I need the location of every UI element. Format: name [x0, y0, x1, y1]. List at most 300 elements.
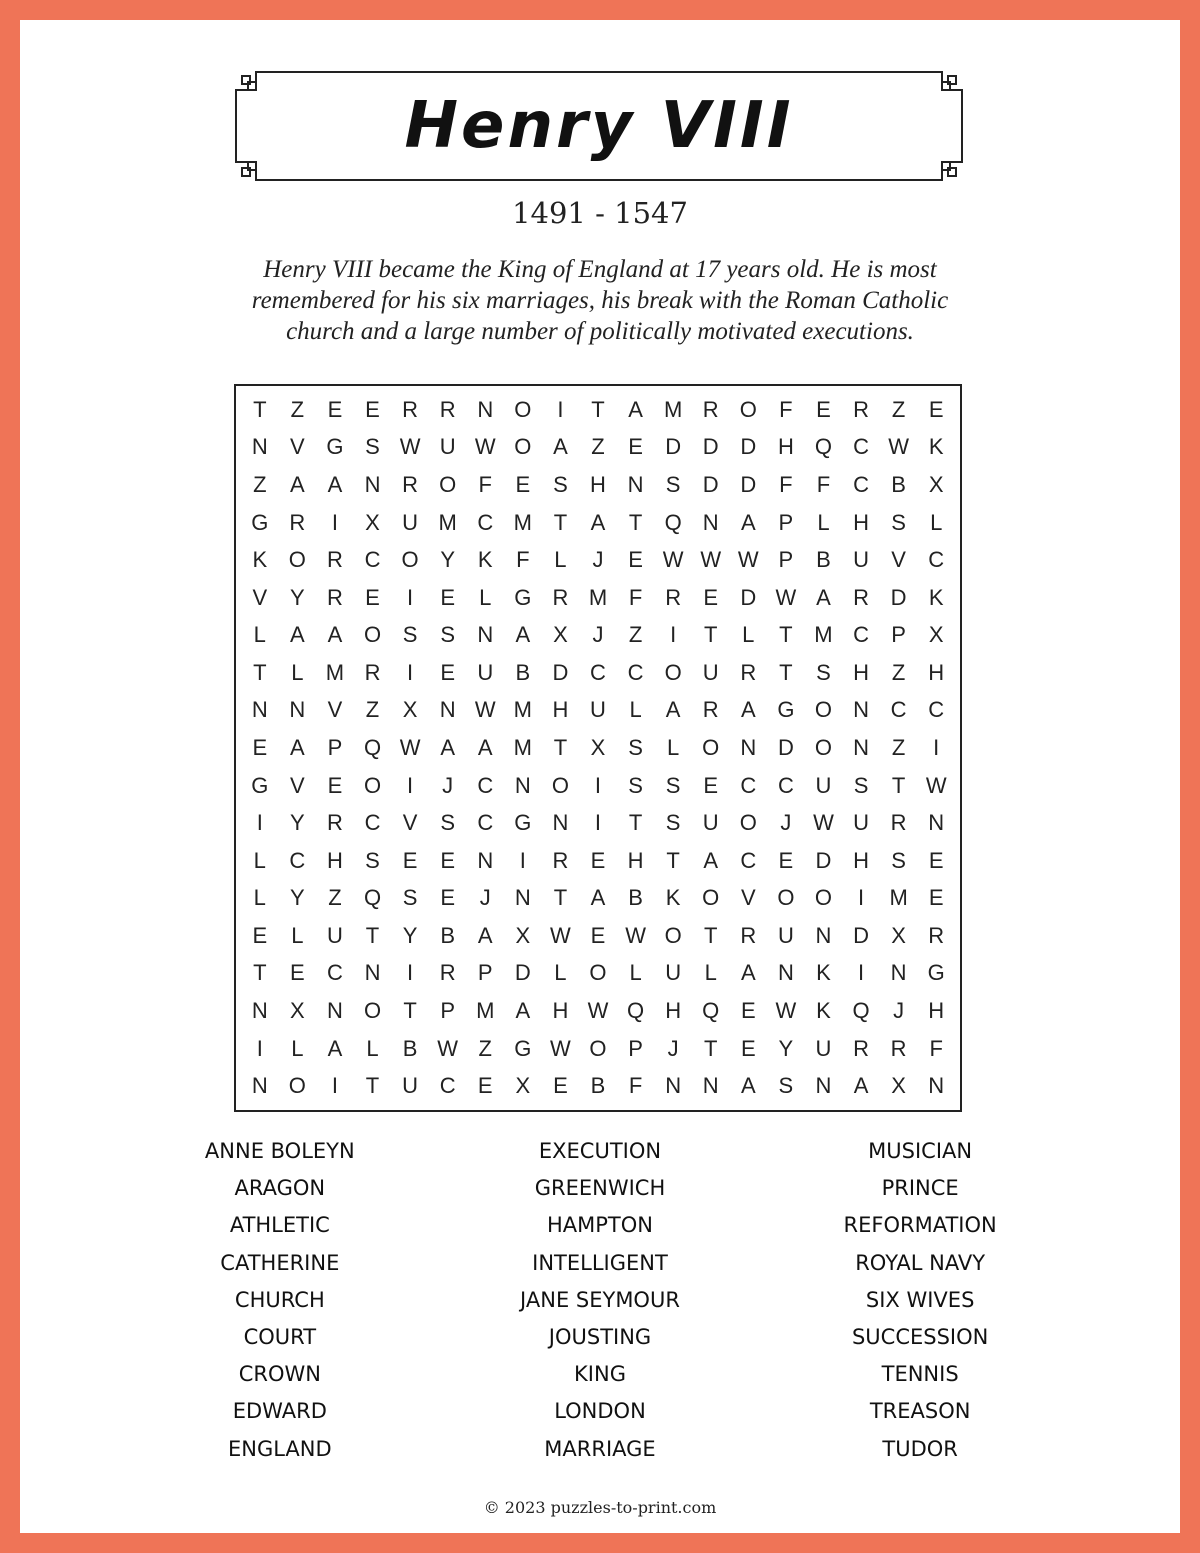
grid-letter[interactable]: L: [366, 1035, 379, 1061]
grid-letter[interactable]: D: [514, 960, 531, 986]
grid-letter[interactable]: W: [474, 697, 496, 723]
grid-letter[interactable]: O: [439, 471, 457, 497]
grid-letter[interactable]: D: [552, 659, 569, 685]
grid-letter[interactable]: A: [327, 622, 343, 648]
grid-letter[interactable]: R: [853, 1035, 869, 1061]
grid-letter[interactable]: I: [594, 772, 602, 798]
grid-letter[interactable]: S: [816, 659, 831, 685]
grid-letter[interactable]: W: [550, 1035, 571, 1061]
grid-letter[interactable]: A: [290, 622, 305, 648]
grid-letter[interactable]: E: [440, 885, 456, 911]
grid-letter[interactable]: O: [514, 434, 532, 460]
grid-letter[interactable]: H: [853, 509, 869, 535]
grid-letter[interactable]: N: [251, 1073, 268, 1099]
grid-letter[interactable]: O: [702, 734, 720, 760]
grid-letter[interactable]: E: [365, 396, 380, 422]
grid-letter[interactable]: X: [515, 1073, 531, 1099]
grid-letter[interactable]: A: [290, 471, 305, 497]
grid-letter[interactable]: A: [816, 584, 831, 610]
grid-letter[interactable]: Q: [627, 998, 645, 1024]
grid-letter[interactable]: E: [740, 1035, 756, 1061]
grid-letter[interactable]: U: [777, 922, 794, 948]
grid-letter[interactable]: I: [670, 622, 677, 648]
grid-letter[interactable]: V: [891, 547, 906, 573]
grid-letter[interactable]: C: [477, 509, 494, 535]
grid-letter[interactable]: M: [663, 396, 683, 422]
grid-letter[interactable]: R: [402, 396, 419, 422]
grid-letter[interactable]: S: [365, 434, 380, 460]
grid-letter[interactable]: H: [853, 847, 869, 873]
grid-letter[interactable]: R: [327, 584, 343, 610]
grid-letter[interactable]: Y: [290, 810, 305, 836]
grid-letter[interactable]: N: [364, 960, 381, 986]
grid-letter[interactable]: E: [440, 584, 456, 610]
grid-letter[interactable]: W: [700, 547, 722, 573]
grid-letter[interactable]: Z: [591, 434, 605, 460]
grid-letter[interactable]: N: [702, 509, 719, 535]
grid-letter[interactable]: K: [816, 960, 831, 986]
grid-letter[interactable]: L: [629, 960, 642, 986]
grid-letter[interactable]: W: [550, 922, 571, 948]
grid-letter[interactable]: R: [364, 659, 381, 685]
grid-letter[interactable]: A: [628, 396, 643, 422]
grid-letter[interactable]: J: [667, 1035, 679, 1061]
grid-letter[interactable]: F: [516, 547, 530, 573]
grid-letter[interactable]: L: [930, 509, 943, 535]
grid-letter[interactable]: Z: [328, 885, 342, 911]
grid-letter[interactable]: E: [816, 396, 831, 422]
grid-letter[interactable]: R: [890, 810, 907, 836]
grid-letter[interactable]: E: [327, 772, 343, 798]
grid-letter[interactable]: P: [778, 547, 794, 573]
grid-letter[interactable]: U: [853, 547, 869, 573]
grid-letter[interactable]: T: [704, 1035, 718, 1061]
grid-letter[interactable]: V: [327, 697, 343, 723]
grid-letter[interactable]: Y: [440, 547, 456, 573]
grid-letter[interactable]: H: [928, 659, 945, 685]
grid-letter[interactable]: G: [251, 772, 269, 798]
grid-letter[interactable]: P: [477, 960, 493, 986]
grid-letter[interactable]: C: [853, 622, 869, 648]
grid-letter[interactable]: N: [289, 697, 306, 723]
grid-letter[interactable]: A: [665, 697, 681, 723]
grid-letter[interactable]: K: [252, 547, 268, 573]
grid-letter[interactable]: C: [853, 471, 869, 497]
grid-letter[interactable]: E: [628, 434, 643, 460]
grid-letter[interactable]: C: [590, 659, 606, 685]
grid-letter[interactable]: C: [289, 847, 306, 873]
grid-letter[interactable]: Q: [814, 434, 833, 460]
grid-letter[interactable]: T: [779, 659, 793, 685]
grid-letter[interactable]: B: [590, 1073, 606, 1099]
grid-letter[interactable]: E: [928, 847, 944, 873]
grid-letter[interactable]: N: [251, 697, 268, 723]
grid-letter[interactable]: A: [740, 509, 756, 535]
grid-letter[interactable]: G: [777, 697, 795, 723]
grid-letter[interactable]: L: [253, 885, 266, 911]
grid-letter[interactable]: Q: [363, 734, 382, 760]
grid-letter[interactable]: H: [777, 434, 794, 460]
grid-letter[interactable]: F: [929, 1035, 943, 1061]
grid-letter[interactable]: M: [889, 885, 908, 911]
grid-letter[interactable]: E: [590, 922, 606, 948]
grid-letter[interactable]: Q: [852, 998, 870, 1024]
grid-letter[interactable]: I: [407, 772, 414, 798]
grid-letter[interactable]: A: [440, 734, 456, 760]
grid-letter[interactable]: H: [627, 847, 644, 873]
grid-letter[interactable]: I: [256, 810, 263, 836]
grid-letter[interactable]: S: [665, 471, 681, 497]
grid-letter[interactable]: S: [402, 622, 418, 648]
grid-letter[interactable]: R: [665, 584, 682, 610]
grid-letter[interactable]: B: [891, 471, 906, 497]
grid-letter[interactable]: S: [665, 810, 681, 836]
grid-letter[interactable]: O: [589, 960, 607, 986]
grid-letter[interactable]: L: [291, 1035, 304, 1061]
grid-letter[interactable]: R: [402, 471, 419, 497]
grid-letter[interactable]: T: [628, 509, 643, 535]
grid-letter[interactable]: O: [814, 885, 833, 911]
grid-letter[interactable]: F: [779, 471, 793, 497]
grid-letter[interactable]: J: [442, 772, 454, 798]
grid-letter[interactable]: R: [928, 922, 945, 948]
grid-letter[interactable]: O: [814, 697, 833, 723]
grid-letter[interactable]: Q: [702, 998, 720, 1024]
grid-letter[interactable]: E: [928, 396, 944, 422]
grid-letter[interactable]: C: [928, 547, 945, 573]
grid-letter[interactable]: I: [331, 1073, 338, 1099]
grid-letter[interactable]: K: [477, 547, 493, 573]
grid-letter[interactable]: I: [933, 734, 940, 760]
grid-letter[interactable]: C: [853, 434, 869, 460]
grid-letter[interactable]: U: [815, 772, 832, 798]
grid-letter[interactable]: H: [928, 998, 945, 1024]
grid-letter[interactable]: I: [407, 659, 414, 685]
grid-letter[interactable]: E: [327, 396, 343, 422]
grid-letter[interactable]: Z: [290, 396, 305, 422]
grid-letter[interactable]: T: [365, 1073, 380, 1099]
grid-letter[interactable]: N: [364, 471, 381, 497]
grid-letter[interactable]: O: [739, 396, 757, 422]
grid-letter[interactable]: E: [290, 960, 305, 986]
grid-letter[interactable]: A: [740, 960, 756, 986]
grid-letter[interactable]: X: [928, 471, 944, 497]
grid-letter[interactable]: M: [513, 509, 532, 535]
grid-letter[interactable]: B: [402, 1035, 418, 1061]
grid-letter[interactable]: K: [665, 885, 681, 911]
grid-letter[interactable]: U: [702, 810, 719, 836]
grid-letter[interactable]: W: [888, 434, 909, 460]
grid-letter[interactable]: L: [291, 659, 304, 685]
grid-letter[interactable]: N: [853, 697, 869, 723]
grid-letter[interactable]: J: [592, 622, 604, 648]
grid-letter[interactable]: U: [853, 810, 869, 836]
grid-letter[interactable]: C: [477, 772, 494, 798]
grid-letter[interactable]: W: [813, 810, 834, 836]
grid-letter[interactable]: A: [290, 734, 305, 760]
grid-letter[interactable]: A: [590, 885, 606, 911]
grid-letter[interactable]: N: [327, 998, 343, 1024]
grid-letter[interactable]: X: [402, 697, 418, 723]
grid-letter[interactable]: N: [815, 922, 832, 948]
grid-letter[interactable]: R: [740, 922, 757, 948]
grid-letter[interactable]: O: [401, 547, 419, 573]
grid-letter[interactable]: N: [251, 998, 268, 1024]
grid-letter[interactable]: Y: [778, 1035, 794, 1061]
grid-letter[interactable]: T: [253, 960, 267, 986]
grid-letter[interactable]: I: [407, 584, 414, 610]
grid-letter[interactable]: A: [327, 1035, 343, 1061]
grid-letter[interactable]: A: [853, 1073, 869, 1099]
grid-letter[interactable]: D: [702, 471, 719, 497]
grid-letter[interactable]: O: [288, 547, 306, 573]
grid-letter[interactable]: N: [251, 434, 268, 460]
grid-letter[interactable]: A: [553, 434, 568, 460]
grid-letter[interactable]: E: [740, 998, 756, 1024]
grid-letter[interactable]: R: [439, 396, 456, 422]
grid-letter[interactable]: W: [474, 434, 496, 460]
grid-letter[interactable]: O: [664, 659, 682, 685]
grid-letter[interactable]: H: [853, 659, 869, 685]
grid-letter[interactable]: G: [927, 960, 945, 986]
grid-letter[interactable]: F: [779, 396, 793, 422]
grid-letter[interactable]: N: [815, 1073, 832, 1099]
grid-letter[interactable]: S: [440, 622, 456, 648]
grid-letter[interactable]: K: [816, 998, 831, 1024]
grid-letter[interactable]: N: [928, 810, 945, 836]
grid-letter[interactable]: R: [552, 847, 569, 873]
grid-letter[interactable]: T: [779, 622, 793, 648]
grid-letter[interactable]: I: [594, 810, 602, 836]
grid-letter[interactable]: S: [402, 885, 418, 911]
grid-letter[interactable]: E: [553, 1073, 568, 1099]
grid-letter[interactable]: L: [479, 584, 492, 610]
grid-letter[interactable]: Z: [478, 1035, 492, 1061]
grid-letter[interactable]: R: [289, 509, 306, 535]
grid-letter[interactable]: C: [890, 697, 907, 723]
grid-letter[interactable]: F: [478, 471, 492, 497]
grid-letter[interactable]: O: [363, 998, 382, 1024]
grid-letter[interactable]: B: [628, 885, 643, 911]
grid-letter[interactable]: A: [740, 1073, 756, 1099]
grid-letter[interactable]: N: [740, 734, 757, 760]
grid-letter[interactable]: U: [402, 1073, 419, 1099]
grid-letter[interactable]: Q: [664, 509, 682, 535]
grid-letter[interactable]: V: [402, 810, 418, 836]
grid-letter[interactable]: E: [365, 584, 380, 610]
grid-letter[interactable]: J: [479, 885, 491, 911]
grid-letter[interactable]: W: [587, 998, 609, 1024]
grid-letter[interactable]: B: [816, 547, 831, 573]
grid-letter[interactable]: N: [928, 1073, 945, 1099]
grid-letter[interactable]: G: [514, 810, 532, 836]
grid-letter[interactable]: U: [590, 697, 606, 723]
grid-letter[interactable]: N: [702, 1073, 719, 1099]
grid-letter[interactable]: O: [777, 885, 795, 911]
grid-letter[interactable]: M: [438, 509, 457, 535]
grid-letter[interactable]: W: [625, 922, 646, 948]
grid-letter[interactable]: M: [325, 659, 345, 685]
grid-letter[interactable]: C: [627, 659, 644, 685]
grid-letter[interactable]: A: [477, 734, 493, 760]
grid-letter[interactable]: N: [552, 810, 569, 836]
grid-letter[interactable]: Z: [891, 659, 906, 685]
grid-letter[interactable]: E: [477, 1073, 493, 1099]
grid-letter[interactable]: P: [440, 998, 456, 1024]
grid-letter[interactable]: L: [742, 622, 755, 648]
grid-letter[interactable]: Z: [891, 734, 906, 760]
grid-letter[interactable]: W: [737, 547, 759, 573]
grid-letter[interactable]: S: [891, 847, 906, 873]
grid-letter[interactable]: H: [665, 998, 682, 1024]
grid-letter[interactable]: G: [514, 1035, 532, 1061]
grid-letter[interactable]: T: [553, 885, 568, 911]
grid-letter[interactable]: N: [477, 847, 494, 873]
grid-letter[interactable]: O: [702, 885, 720, 911]
grid-letter[interactable]: L: [629, 697, 642, 723]
grid-letter[interactable]: S: [778, 1073, 794, 1099]
grid-letter[interactable]: T: [704, 922, 718, 948]
grid-letter[interactable]: V: [252, 584, 268, 610]
grid-letter[interactable]: R: [853, 584, 869, 610]
grid-letter[interactable]: R: [702, 396, 719, 422]
grid-letter[interactable]: K: [928, 434, 944, 460]
grid-letter[interactable]: Y: [290, 584, 305, 610]
grid-letter[interactable]: H: [552, 998, 569, 1024]
grid-letter[interactable]: F: [628, 1073, 643, 1099]
grid-letter[interactable]: T: [253, 396, 267, 422]
grid-letter[interactable]: A: [477, 922, 493, 948]
grid-letter[interactable]: L: [291, 922, 304, 948]
grid-letter[interactable]: L: [253, 847, 266, 873]
grid-letter[interactable]: S: [553, 471, 568, 497]
grid-letter[interactable]: C: [477, 810, 494, 836]
grid-letter[interactable]: R: [702, 697, 719, 723]
grid-letter[interactable]: R: [327, 810, 343, 836]
grid-letter[interactable]: E: [590, 847, 606, 873]
grid-letter[interactable]: E: [252, 922, 268, 948]
grid-letter[interactable]: E: [778, 847, 794, 873]
grid-letter[interactable]: C: [740, 772, 757, 798]
grid-letter[interactable]: I: [857, 960, 865, 986]
grid-letter[interactable]: D: [815, 847, 832, 873]
grid-letter[interactable]: X: [928, 622, 944, 648]
grid-letter[interactable]: X: [891, 1073, 906, 1099]
grid-letter[interactable]: T: [591, 396, 605, 422]
grid-letter[interactable]: E: [252, 734, 268, 760]
grid-letter[interactable]: T: [891, 772, 906, 798]
grid-letter[interactable]: D: [853, 922, 869, 948]
grid-letter[interactable]: E: [515, 471, 531, 497]
grid-letter[interactable]: T: [666, 847, 680, 873]
grid-letter[interactable]: C: [740, 847, 757, 873]
grid-letter[interactable]: O: [664, 922, 682, 948]
grid-letter[interactable]: J: [592, 547, 604, 573]
grid-letter[interactable]: D: [702, 434, 719, 460]
grid-letter[interactable]: X: [590, 734, 606, 760]
grid-letter[interactable]: E: [440, 659, 456, 685]
grid-letter[interactable]: I: [407, 960, 414, 986]
grid-letter[interactable]: N: [439, 697, 456, 723]
grid-letter[interactable]: S: [628, 734, 643, 760]
grid-letter[interactable]: F: [816, 471, 831, 497]
grid-letter[interactable]: X: [891, 922, 906, 948]
grid-letter[interactable]: N: [890, 960, 907, 986]
grid-letter[interactable]: Z: [628, 622, 643, 648]
grid-letter[interactable]: U: [665, 960, 682, 986]
grid-letter[interactable]: C: [364, 547, 381, 573]
grid-letter[interactable]: L: [253, 622, 266, 648]
grid-letter[interactable]: S: [365, 847, 380, 873]
grid-letter[interactable]: Y: [402, 922, 418, 948]
grid-letter[interactable]: E: [928, 885, 944, 911]
grid-letter[interactable]: S: [853, 772, 869, 798]
grid-letter[interactable]: N: [777, 960, 794, 986]
grid-letter[interactable]: N: [477, 622, 494, 648]
grid-letter[interactable]: W: [399, 434, 421, 460]
grid-letter[interactable]: N: [514, 772, 531, 798]
grid-letter[interactable]: H: [590, 471, 606, 497]
grid-letter[interactable]: M: [513, 734, 532, 760]
grid-letter[interactable]: S: [665, 772, 681, 798]
grid-letter[interactable]: O: [288, 1073, 306, 1099]
grid-letter[interactable]: V: [290, 772, 305, 798]
grid-letter[interactable]: U: [815, 1035, 832, 1061]
grid-letter[interactable]: I: [256, 1035, 263, 1061]
grid-letter[interactable]: M: [814, 622, 833, 648]
grid-letter[interactable]: A: [590, 509, 606, 535]
grid-letter[interactable]: O: [363, 772, 382, 798]
grid-letter[interactable]: M: [513, 697, 532, 723]
grid-letter[interactable]: T: [403, 998, 417, 1024]
grid-letter[interactable]: L: [817, 509, 830, 535]
grid-letter[interactable]: W: [662, 547, 684, 573]
grid-letter[interactable]: P: [628, 1035, 643, 1061]
grid-letter[interactable]: Z: [253, 471, 267, 497]
grid-letter[interactable]: C: [327, 960, 343, 986]
grid-letter[interactable]: V: [740, 885, 756, 911]
grid-letter[interactable]: D: [740, 434, 757, 460]
grid-letter[interactable]: N: [665, 1073, 682, 1099]
grid-letter[interactable]: L: [554, 960, 567, 986]
grid-letter[interactable]: E: [628, 547, 643, 573]
grid-letter[interactable]: U: [327, 922, 343, 948]
grid-letter[interactable]: D: [740, 584, 757, 610]
grid-letter[interactable]: I: [331, 509, 338, 535]
grid-letter[interactable]: T: [628, 810, 643, 836]
grid-letter[interactable]: M: [476, 998, 495, 1024]
grid-letter[interactable]: T: [365, 922, 380, 948]
grid-letter[interactable]: X: [553, 622, 568, 648]
grid-letter[interactable]: R: [853, 396, 869, 422]
grid-letter[interactable]: W: [437, 1035, 459, 1061]
grid-letter[interactable]: Q: [363, 885, 382, 911]
grid-letter[interactable]: A: [515, 998, 531, 1024]
grid-letter[interactable]: W: [925, 772, 947, 798]
grid-letter[interactable]: U: [702, 659, 719, 685]
grid-letter[interactable]: R: [552, 584, 569, 610]
grid-letter[interactable]: O: [739, 810, 757, 836]
grid-letter[interactable]: C: [777, 772, 794, 798]
grid-letter[interactable]: X: [290, 998, 305, 1024]
grid-letter[interactable]: G: [326, 434, 344, 460]
grid-letter[interactable]: E: [703, 772, 719, 798]
grid-letter[interactable]: P: [327, 734, 343, 760]
grid-letter[interactable]: T: [253, 659, 267, 685]
grid-letter[interactable]: O: [551, 772, 569, 798]
grid-letter[interactable]: E: [402, 847, 418, 873]
grid-letter[interactable]: F: [628, 584, 643, 610]
